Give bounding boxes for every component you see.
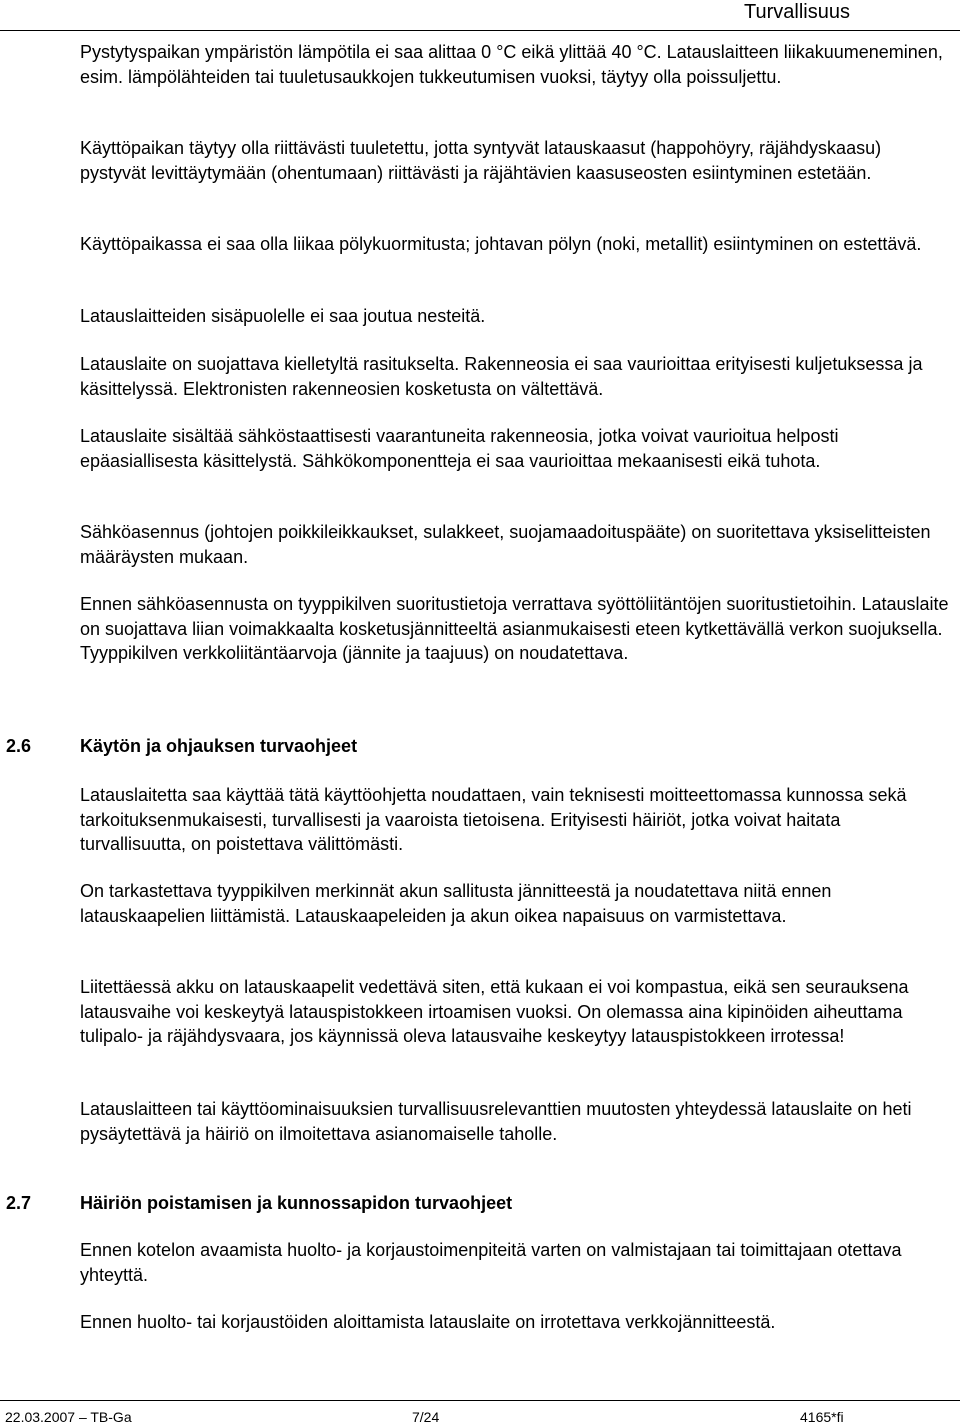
paragraph: Latauslaitetta saa käyttää tätä käyttöohjetta noudattaen, vain teknisesti moitteettomassa kunnossa sekä tarkoituksenmukaisesti, turvallisesti ja vaaroista tietoisena. Erityisesti häiriöt, jotka voivat haitata turvallisuutta, on poistettava välittömästi. bbox=[80, 785, 907, 854]
section-heading-2-7 bbox=[6, 1191, 513, 1215]
paragraph: Pystytyspaikan ympäristön lämpötila ei saa alittaa 0 °C eikä ylittää 40 °C. Latauslaitteen liikakuumeneminen, esim. lämpölähteiden tai tuuletusaukkojen tukkeutumisen vuoksi, täytyy olla poissuljettu. bbox=[80, 42, 943, 87]
paragraph: Latauslaite sisältää sähköstaattisesti vaarantuneita rakenneosia, jotka voivat vaurioitua helposti epäasiallisesta käsittelystä. Sähkökomponentteja ei saa vaurioittaa mekaanisesti eikä tuhota. bbox=[80, 426, 839, 471]
section-title: Käytön ja ohjauksen turvaohjeet bbox=[80, 736, 358, 756]
paragraph: Liitettäessä akku on latauskaapelit vedettävä siten, että kukaan ei voi kompastua, eikä sen seurauksena latausvaihe voi keskeytyä latauspistokkeen irtoamisen vuoksi. On olemassa aina kipinöiden aiheuttama tulipalo- ja räjähdysvaara, jos käynnissä oleva latausvaihe keskeytyy latauspistokkeen irrotessa! bbox=[80, 977, 909, 1046]
paragraph: Ennen kotelon avaamista huolto- ja korjaustoimenpiteitä varten on valmistajaan tai toimittajaan otettava yhteyttä. bbox=[80, 1240, 902, 1285]
paragraph: Latauslaite on suojattava kielletyltä rasitukselta. Rakenneosia ei saa vaurioittaa erityisesti kuljetuksessa ja käsittelyssä. Elektronisten rakenneosien kosketusta on vältettävä. bbox=[80, 354, 923, 399]
running-header-title: Turvallisuus bbox=[744, 1, 850, 23]
section-number: 2.6 bbox=[6, 736, 32, 756]
paragraph: Latauslaitteiden sisäpuolelle ei saa joutua nesteitä. bbox=[80, 306, 486, 326]
header-rule bbox=[0, 30, 960, 31]
footer-date-author: 22.03.2007 – TB-Ga bbox=[5, 1409, 132, 1425]
footer-page-number: 7/24 bbox=[412, 1409, 440, 1425]
paragraph: Ennen huolto- tai korjaustöiden aloittamista latauslaite on irrotettava verkkojännitteestä. bbox=[80, 1312, 776, 1332]
footer-rule bbox=[0, 1400, 960, 1401]
section-heading-2-6 bbox=[6, 734, 358, 758]
paragraph: Käyttöpaikassa ei saa olla liikaa pölykuormitusta; johtavan pölyn (noki, metallit) esiintyminen on estettävä. bbox=[80, 234, 922, 254]
paragraph: Ennen sähköasennusta on tyyppikilven suoritustietoja verrattava syöttöliitäntöjen suoritustietoihin. Latauslaite on suojattava liian voimakkaalta kosketusjännitteeltä asianmukaisesti eteen kytkettävällä verkon suojuksella. Tyyppikilven verkkoliitäntäarvoja (jännite ja taajuus) on noudatettava. bbox=[80, 594, 949, 663]
paragraph: On tarkastettava tyyppikilven merkinnät akun sallitusta jännitteestä ja noudatettava niitä ennen latauskaapelien liittämistä. Latauskaapeleiden ja akun oikea napaisuus on varmistettava. bbox=[80, 881, 832, 926]
section-title: Häiriön poistamisen ja kunnossapidon turvaohjeet bbox=[80, 1193, 513, 1213]
footer-document-id: 4165*fi bbox=[800, 1409, 844, 1425]
paragraph: Käyttöpaikan täytyy olla riittävästi tuuletettu, jotta syntyvät latauskaasut (happohöyry, räjähdyskaasu) pystyvät levittäytymään (ohentumaan) riittävästi ja räjähtävien kaasuseosten esiintyminen estetään. bbox=[80, 138, 882, 183]
paragraph: Latauslaitteen tai käyttöominaisuuksien turvallisuusrelevanttien muutosten yhteydessä latauslaite on heti pysäytettävä ja häiriö on ilmoitettava asianomaiselle taholle. bbox=[80, 1099, 912, 1144]
paragraph: Sähköasennus (johtojen poikkileikkaukset, sulakkeet, suojamaadoituspääte) on suoritettava yksiselitteisten määräysten mukaan. bbox=[80, 522, 931, 567]
section-number: 2.7 bbox=[6, 1193, 32, 1213]
